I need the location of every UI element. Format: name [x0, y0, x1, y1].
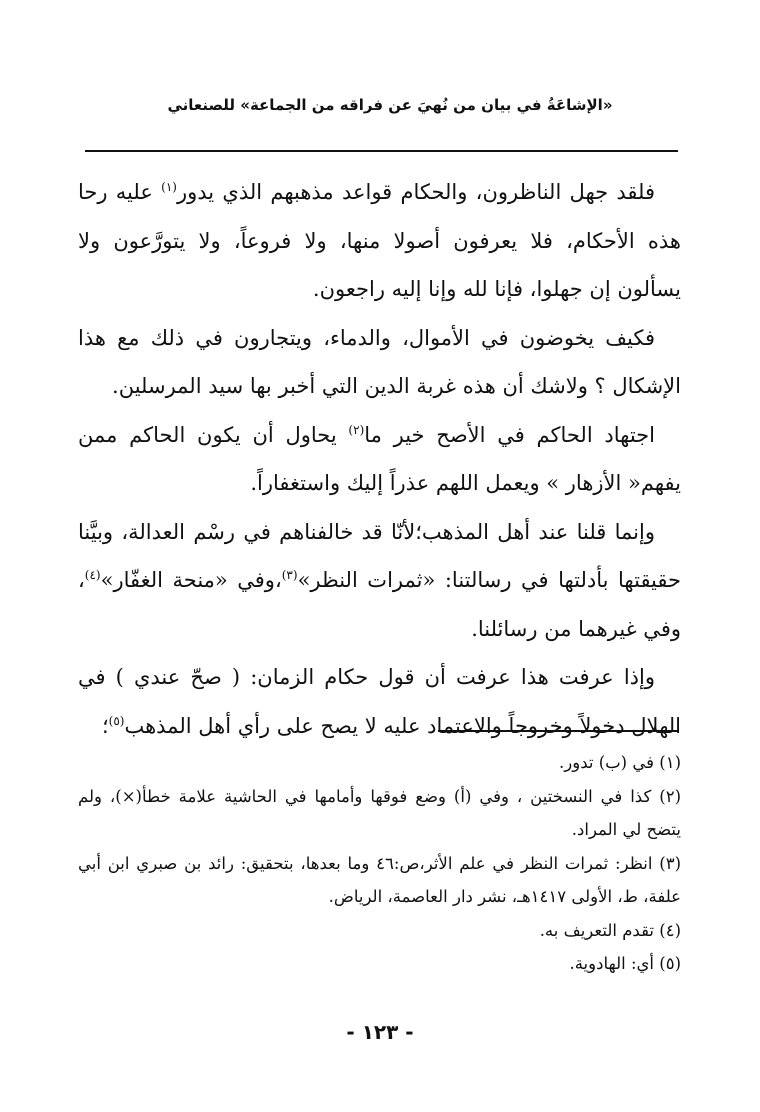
footnote-marker-4: (٤)	[84, 568, 101, 582]
footnote-4: (٤) تقدم التعريف به.	[539, 920, 681, 940]
footnote-rule	[438, 730, 678, 732]
main-text	[78, 168, 681, 750]
text-run: يحاول أن يكون الحاكم ممن يفهم« الأزهار » ويعمل اللهم عذراً إليك واستغفاراً.	[78, 422, 681, 495]
footnote-marker-2: (٢)	[348, 422, 365, 437]
footnote-2: (٢) كذا في النسختين ، وفي (أ) وضع فوقها وأمامها في الحاشية علامة خطأ(×)، ولم يتضح لي المراد.	[78, 786, 681, 839]
footnote-5: (٥) أي: الهادوية.	[569, 954, 681, 973]
running-header: «الإشاعَةُ في بيان من نُهيَ عن فراقه من الجماعة» للصنعاني	[167, 96, 613, 114]
text-run: ؛	[101, 713, 109, 738]
text-run: فلقد جهل الناظرون، والحكام قواعد مذهبهم الذي يدور	[176, 180, 656, 204]
page-number: - ١٢٣ -	[346, 1020, 414, 1044]
text-run: عليه رحا هذه الأحكام، فلا يعرفون أصولا منها، ولا فروعاً، ولا يتورَّعون ولا يسألون إن جهلوا، فإنا لله وإنا إليه راجعون.	[78, 180, 681, 301]
footnote-marker-1: (١)	[161, 180, 177, 194]
footnote-1: (١) في (ب) تدور.	[559, 753, 681, 772]
paragraph-1	[78, 168, 681, 314]
paragraph-3	[78, 411, 681, 508]
paragraph-5	[78, 653, 681, 750]
paragraph-2: فكيف يخوضون في الأموال، والدماء، ويتجارون في ذلك مع هذا الإشكال ؟ ولاشك أن هذه غربة الدين التي أخبر بها سيد المرسلين.	[78, 325, 681, 398]
footnote-marker-5: (٥)	[108, 713, 125, 728]
text-run: وإذا عرفت هذا عرفت أن قول حكام الزمان: ( صحّ عندي ) في الهلال دخولاً وخروجاً والاعتماد عليه لا يصح على رأي أهل المذهب	[78, 665, 681, 738]
text-run: ،وفي «منحة الغفّار»	[100, 568, 282, 592]
paragraph-4	[78, 508, 681, 654]
footnotes	[78, 746, 681, 981]
footnote-3: (٣) انظر: ثمرات النظر في علم الأثر،ص:٤٦ وما بعدها، بتحقيق: رائد بن صبري ابن أبي علفة، ط، الأولى ١٤١٧هـ، نشر دار العاصمة، الرياض.	[78, 853, 681, 906]
header-rule	[85, 150, 678, 152]
text-run: ، وفي غيرهما من رسائلنا.	[78, 568, 681, 641]
footnote-marker-3: (٣)	[281, 568, 298, 582]
text-run: اجتهاد الحاكم في الأصح خير ما	[364, 422, 655, 447]
text-run: وإنما قلنا عند أهل المذهب؛لأنّا قد خالفناهم في رسْم العدالة، وبيَّنا حقيقتها بأدلتها في رسالتنا: «ثمرات النظر»	[78, 519, 682, 592]
